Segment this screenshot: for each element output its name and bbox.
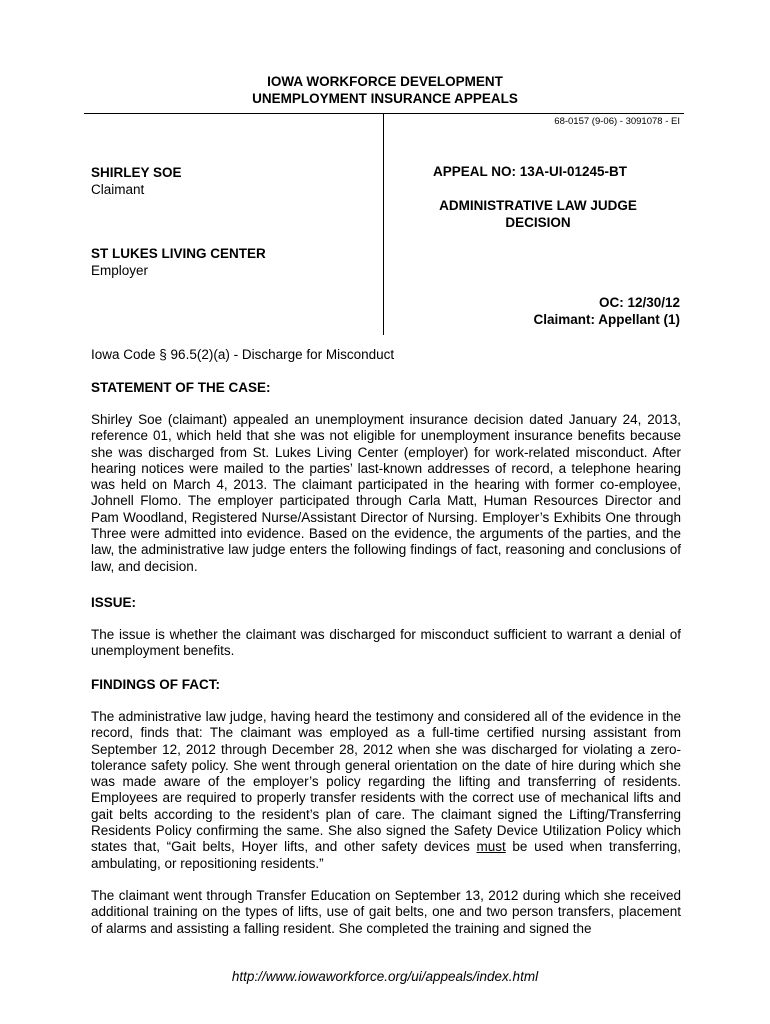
column-divider — [383, 113, 384, 335]
agency-division: UNEMPLOYMENT INSURANCE APPEALS — [252, 91, 518, 106]
findings-text-part2: be used when transferring, ambulating, or repositioning residents.” — [91, 839, 681, 871]
issue-heading: ISSUE: — [91, 595, 137, 610]
statement-heading: STATEMENT OF THE CASE: — [91, 380, 271, 395]
claimant-name: SHIRLEY SOE — [91, 165, 182, 180]
statement-paragraph: Shirley Soe (claimant) appealed an unemployment insurance decision dated January 24, 2013, reference 01, which held that she was not eligible for unemployment insurance benefits because she was discharged from St. Lukes Living Center (employer) for work-related misconduct. After hearing notices were mailed to the parties’ last-known addresses of record, a telephone hearing was held on March 4, 2013. The claimant participated in the hearing with former co-employee, Johnell Flomo. The employer participated through Carla Matt, Human Resources Director and Pam Woodland, Registered Nurse/Assistant Director of Nursing. Employer’s Exhibits One through Three were admitted into evidence. Based on the evidence, the arguments of the parties, and the law, the administrative law judge enters the following findings of fact, reasoning and conclusions of law, and decision. — [91, 412, 681, 574]
findings-paragraph-2: The claimant went through Transfer Education on September 13, 2012 during which she received additional training on the types of lifts, use of gait belts, one and two person transfers, placement of alarms and assisting a falling resident. She completed the training and signed the — [91, 888, 681, 936]
issue-paragraph: The issue is whether the claimant was discharged for misconduct sufficient to warrant a denial of unemployment benefits. — [91, 627, 681, 659]
decision-title-line2: DECISION — [505, 215, 571, 230]
header-divider — [84, 113, 684, 114]
code-citation: Iowa Code § 96.5(2)(a) - Discharge for Misconduct — [91, 347, 395, 362]
oc-block — [533, 294, 680, 328]
agency-name: IOWA WORKFORCE DEVELOPMENT — [267, 74, 503, 89]
findings-emphasis: must — [476, 839, 506, 855]
findings-paragraph-1 — [91, 709, 681, 872]
claimant-role: Claimant — [91, 182, 145, 197]
decision-title — [433, 197, 643, 231]
claimant-block — [91, 164, 182, 198]
appeal-number: APPEAL NO: 13A-UI-01245-BT — [433, 164, 628, 179]
claimant-status: Claimant: Appellant (1) — [533, 312, 680, 327]
findings-text-part1: The administrative law judge, having heard the testimony and considered all of the evidence in the record, finds that: The claimant was employed as a full-time certified nursing assistant from September 12, 2012 through December 28, 2012 when she was discharged for violating a zero-tolerance safety policy. She went through general orientation on the date of hire during which she was made aware of the employer’s policy regarding the lifting and transferring of residents. Employees are required to properly transfer residents with the correct use of mechanical lifts and gait belts according to the resident’s plan of care. The claimant signed the Lifting/Transferring Residents Policy confirming the same. She also signed the Safety Device Utilization Policy which states that, “Gait belts, Hoyer lifts, and other safety devices — [91, 709, 681, 855]
employer-role: Employer — [91, 263, 149, 278]
decision-title-line1: ADMINISTRATIVE LAW JUDGE — [439, 198, 637, 213]
findings-heading: FINDINGS OF FACT: — [91, 677, 220, 692]
employer-name: ST LUKES LIVING CENTER — [91, 246, 266, 261]
oc-date: OC: 12/30/12 — [598, 295, 680, 310]
employer-block — [91, 245, 266, 279]
form-code: 68-0157 (9-06) - 3091078 - EI — [554, 116, 680, 127]
footer-url: http://www.iowaworkforce.org/ui/appeals/index.html — [231, 969, 539, 984]
